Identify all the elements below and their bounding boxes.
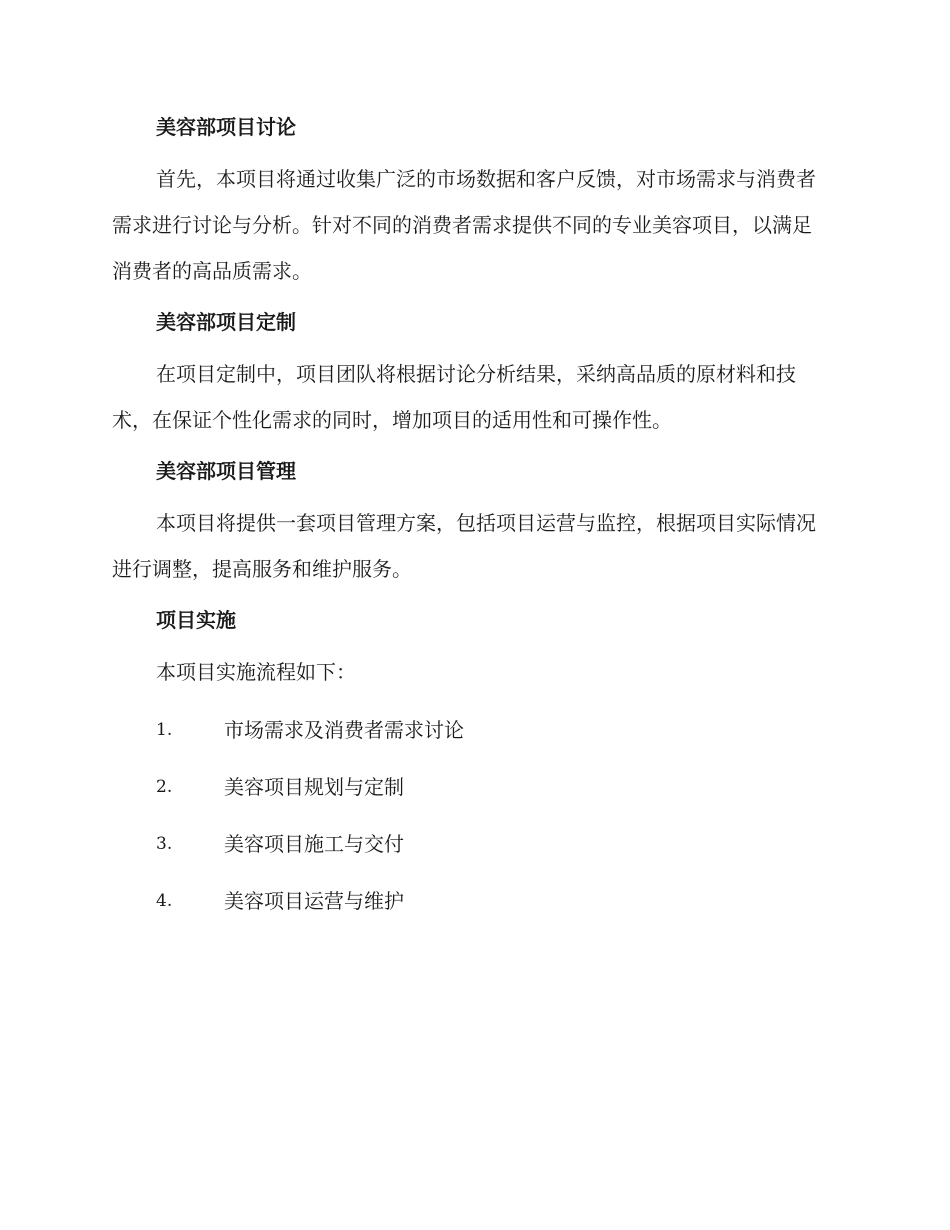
section-heading-implementation: 项目实施 xyxy=(156,608,236,632)
list-item xyxy=(112,885,830,942)
list-item-number: 4. xyxy=(156,891,173,911)
implementation-steps-list xyxy=(112,714,830,942)
list-item xyxy=(112,714,830,771)
list-item xyxy=(112,828,830,885)
section-heading-management: 美容部项目管理 xyxy=(156,459,296,483)
list-item-text: 美容项目施工与交付 xyxy=(224,832,404,856)
section-paragraph-discussion: 首先，本项目将通过收集广泛的市场数据和客户反馈，对市场需求与消费者需求进行讨论与分析。针对不同的消费者需求提供不同的专业美容项目，以满足消费者的高品质需求。 xyxy=(112,167,816,283)
section-paragraph-implementation: 本项目实施流程如下： xyxy=(156,660,356,684)
list-item-text: 美容项目运营与维护 xyxy=(224,889,404,913)
section-paragraph-customization: 在项目定制中，项目团队将根据讨论分析结果，采纳高品质的原材料和技术，在保证个性化需求的同时，增加项目的适用性和可操作性。 xyxy=(112,362,796,432)
section-paragraph-management: 本项目将提供一套项目管理方案，包括项目运营与监控，根据项目实际情况进行调整，提高服务和维护服务。 xyxy=(112,511,816,581)
list-item-number: 2. xyxy=(156,777,173,797)
section-heading-discussion: 美容部项目讨论 xyxy=(156,115,296,139)
list-item-number: 1. xyxy=(156,720,173,740)
list-item-text: 美容项目规划与定制 xyxy=(224,775,404,799)
list-item-number: 3. xyxy=(156,834,173,854)
list-item-text: 市场需求及消费者需求讨论 xyxy=(224,718,464,742)
list-item xyxy=(112,771,830,828)
section-heading-customization: 美容部项目定制 xyxy=(156,310,296,334)
